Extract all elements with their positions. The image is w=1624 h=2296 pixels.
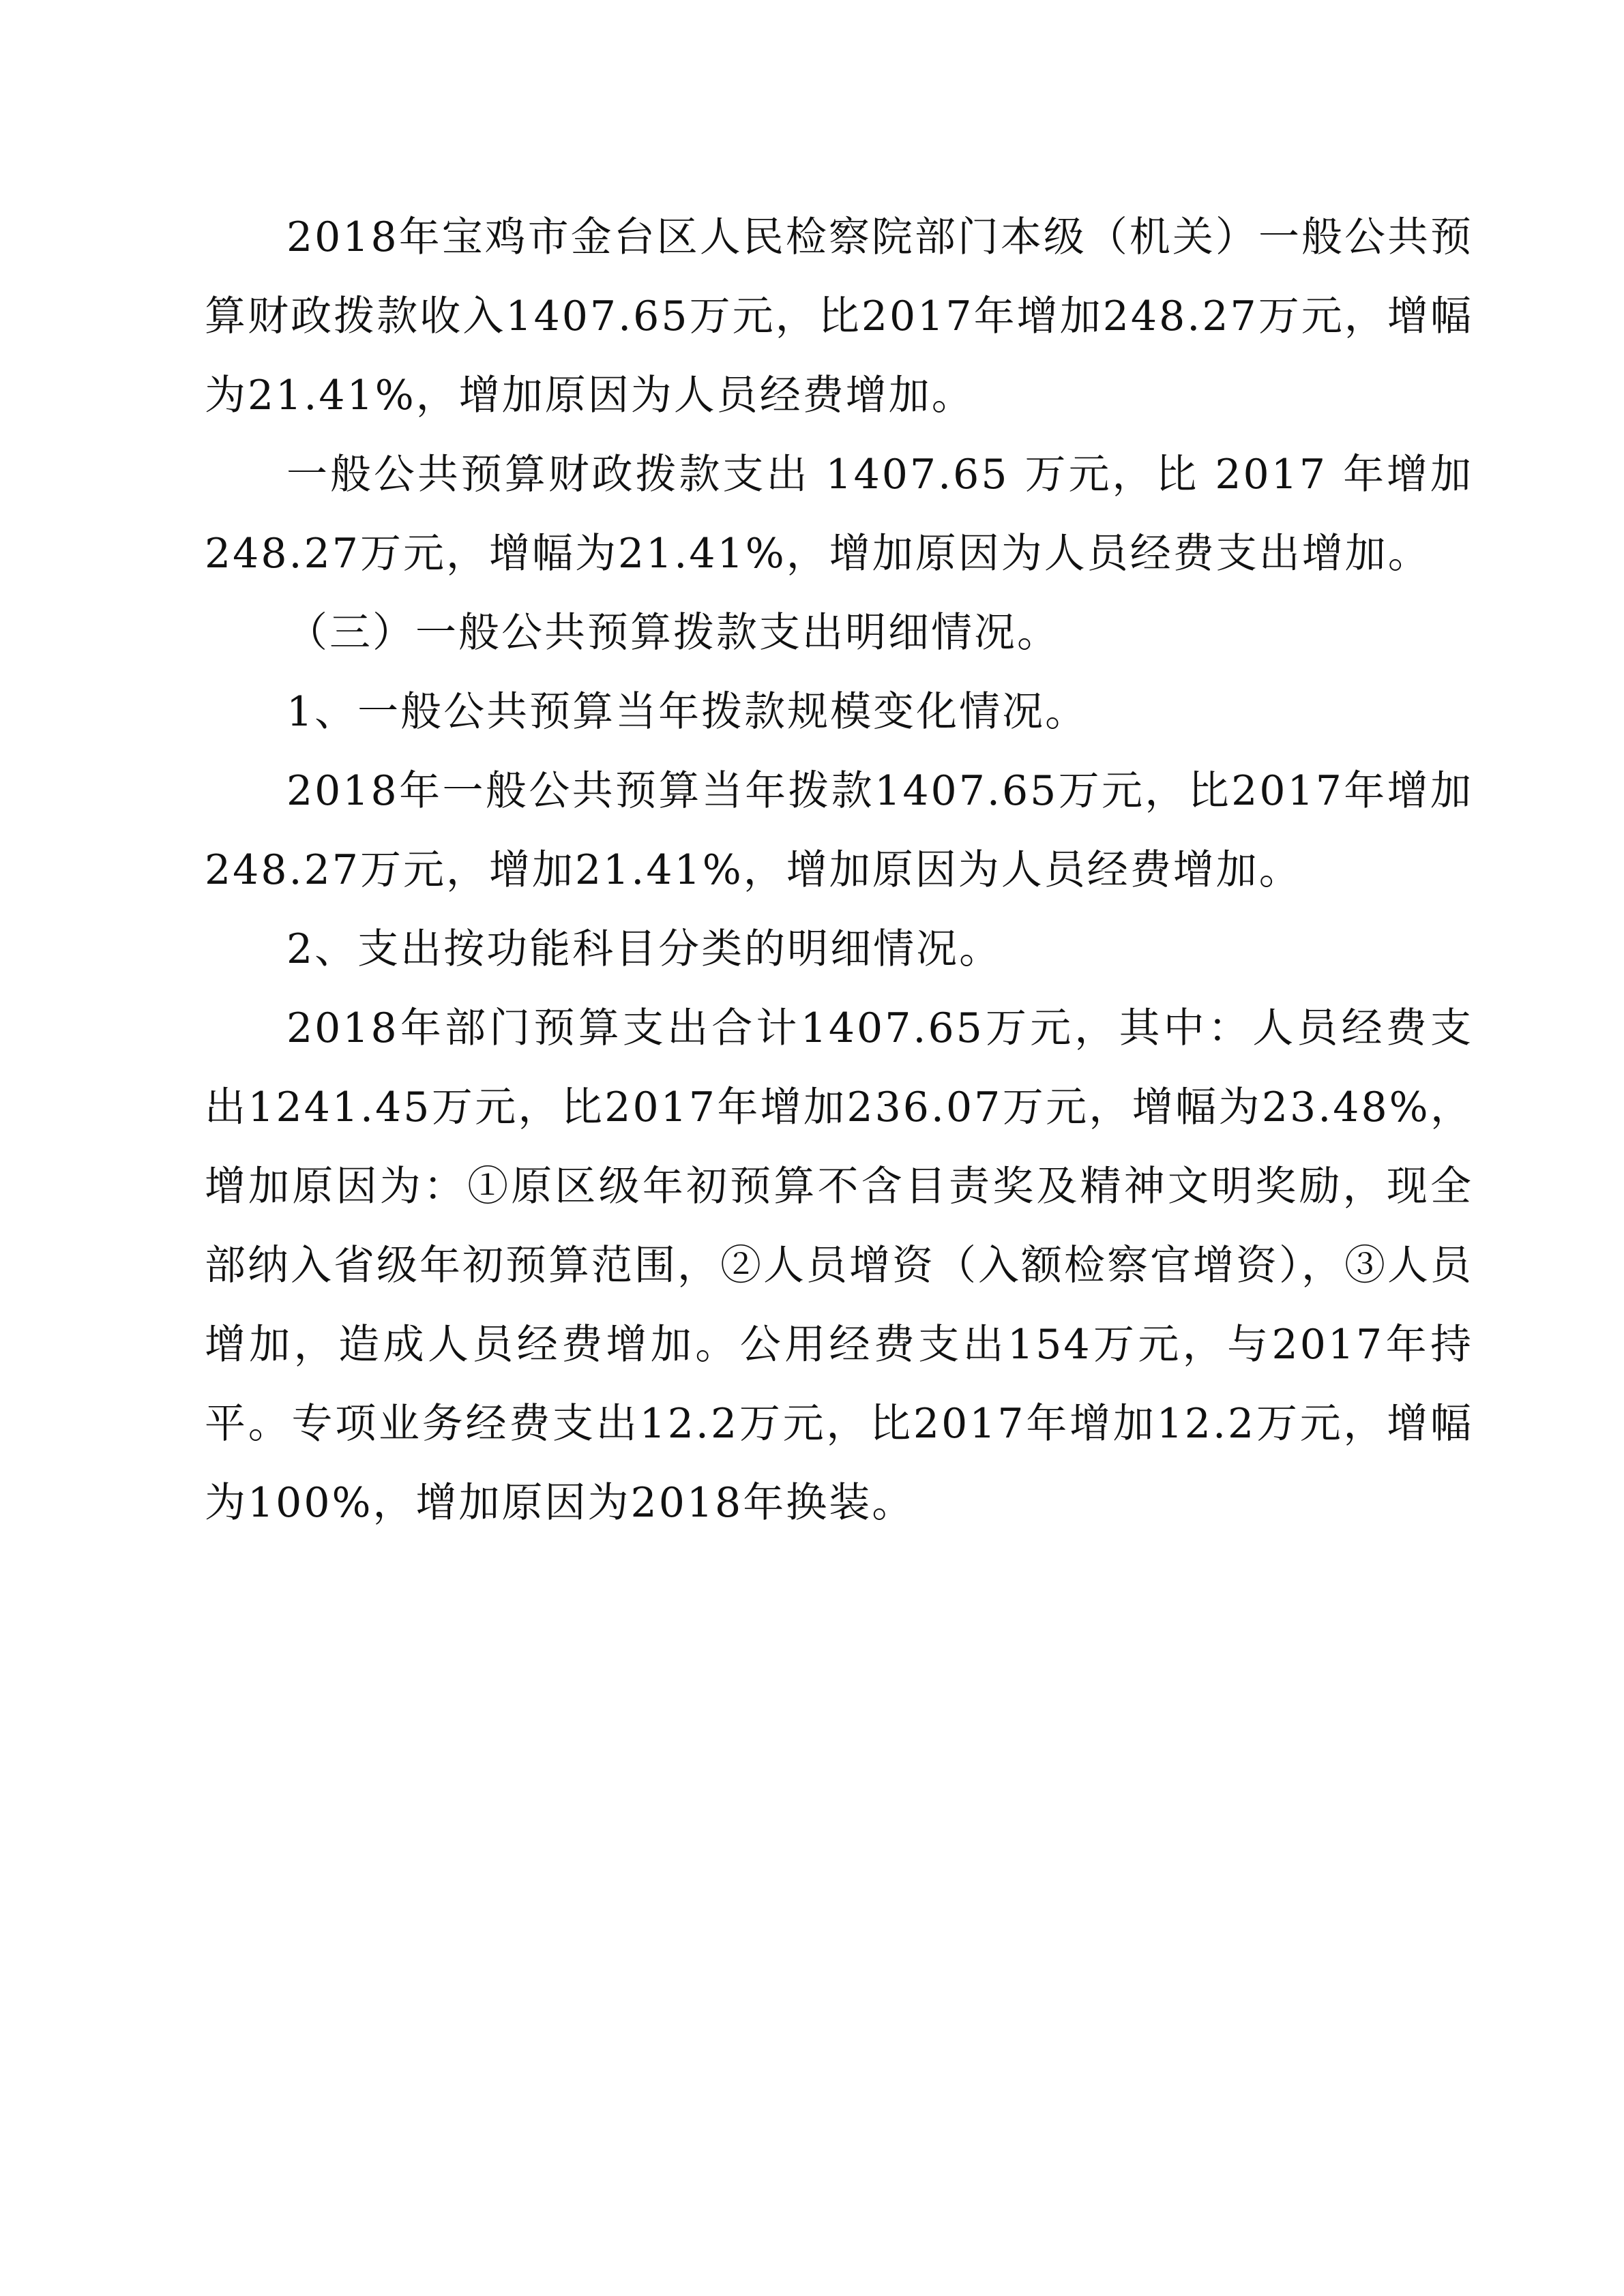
paragraph-revenue: 2018年宝鸡市金台区人民检察院部门本级（机关）一般公共预算财政拨款收入1407.65万元，比2017年增加248.27万元，增幅为21.41%，增加原因为人员经费增加。 [205,213,1473,419]
subheading-functional-classification: 2、支出按功能科目分类的明细情况。 [286,925,1003,973]
section-heading-expenditure-details: （三）一般公共预算拨款支出明细情况。 [286,609,1060,657]
document-body [205,198,1473,1542]
paragraph-expenditure: 一般公共预算财政拨款支出 1407.65 万元，比 2017 年增加248.27万元，增幅为21.41%，增加原因为人员经费支出增加。 [205,451,1473,578]
subheading-allocation-scale: 1、一般公共预算当年拨款规模变化情况。 [286,688,1089,736]
paragraph-allocation-scale: 2018年一般公共预算当年拨款1407.65万元，比2017年增加248.27万元，增加21.41%，增加原因为人员经费增加。 [205,767,1473,894]
paragraph-functional-classification: 2018年部门预算支出合计1407.65万元，其中：人员经费支出1241.45万元，比2017年增加236.07万元，增幅为23.48%，增加原因为：①原区级年初预算不含目责奖及精神文明奖励，现全部纳入省级年初预算范围，②人员增资（入额检察官增资），③人员增加，造成人员经费增加。公用经费支出154万元，与2017年持平。专项业务经费支出12.2万元，比2017年增加12.2万元，增幅为100%，增加原因为2018年换装。 [205,1004,1473,1527]
